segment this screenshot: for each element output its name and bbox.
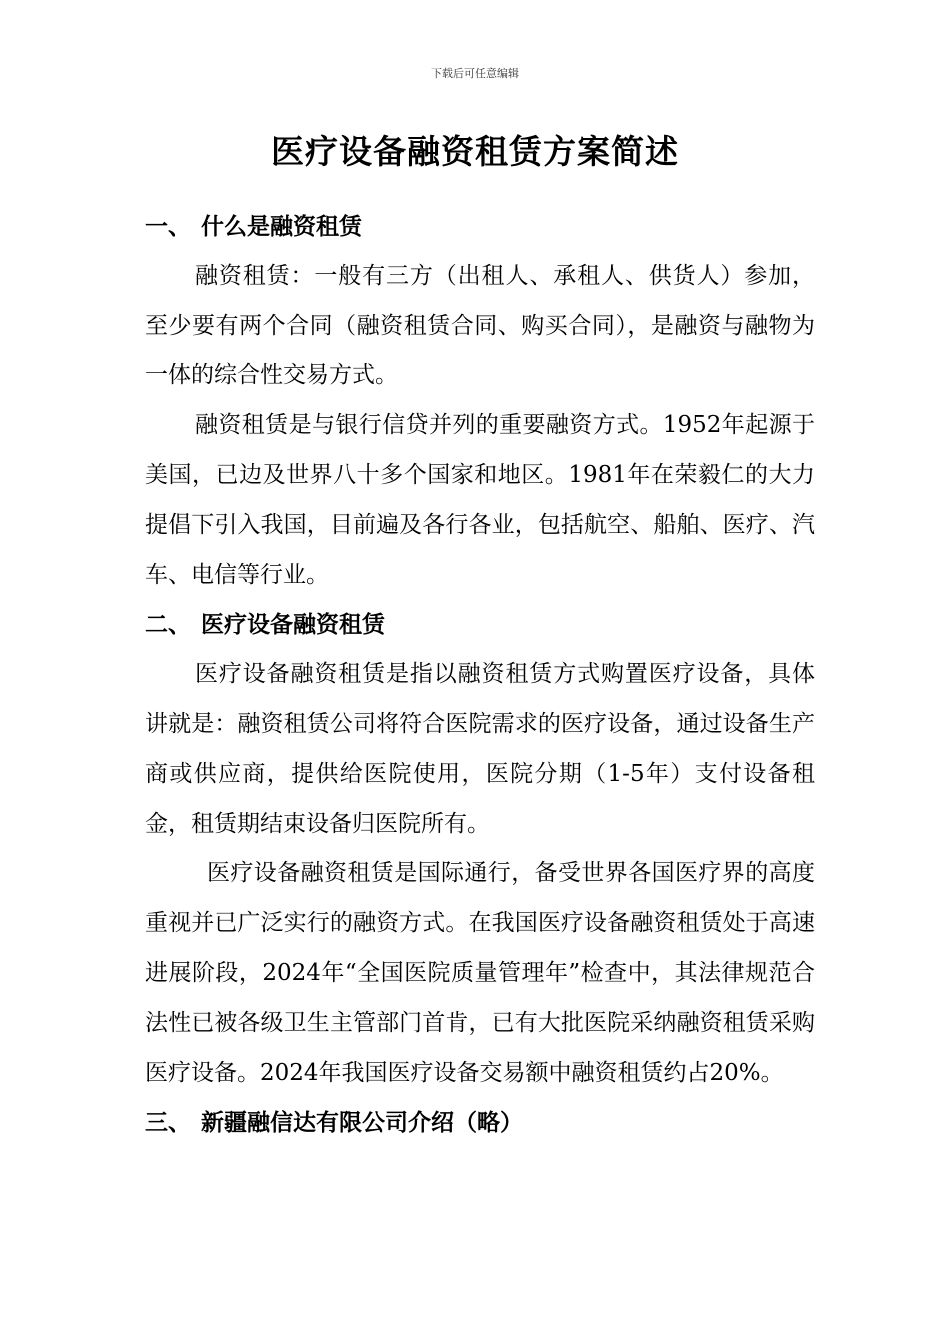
section-heading: [145, 1098, 815, 1148]
section-number: 三、: [145, 1109, 191, 1137]
section-what-is-financial-leasing: [145, 202, 815, 600]
document-body: [145, 202, 815, 1148]
section-medical-equipment-leasing: [145, 600, 815, 1098]
header-note: 下载后可任意编辑: [431, 67, 519, 80]
section-heading-text: 什么是融资租赁: [201, 213, 362, 240]
section-heading: [145, 600, 815, 650]
paragraph: 医疗设备融资租赁是指以融资租赁方式购置医疗设备，具体讲就是：融资租赁公司将符合医院需求的医疗设备，通过设备生产商或供应商，提供给医院使用，医院分期（1-5年）支付设备租金，租赁期结束设备归医院所有。: [145, 661, 815, 837]
paragraph: 融资租赁是与银行信贷并列的重要融资方式。1952年起源于美国，已边及世界八十多个国家和地区。1981年在荣毅仁的大力提倡下引入我国，目前遍及各行各业，包括航空、船舶、医疗、汽车、电信等行业。: [145, 412, 815, 588]
section-heading-text: 新疆融信达有限公司介绍（略）: [201, 1109, 523, 1137]
section-heading: [145, 202, 815, 252]
section-heading-text: 医疗设备融资租赁: [201, 611, 385, 639]
document-title: 医疗设备融资租赁方案简述: [271, 132, 679, 171]
paragraph: 融资租赁：一般有三方（出租人、承租人、供货人）参加，至少要有两个合同（融资租赁合同、购买合同），是融资与融物为一体的综合性交易方式。: [145, 262, 815, 389]
section-company-introduction: [145, 1098, 815, 1148]
section-number: 二、: [145, 611, 191, 639]
section-number: 一、: [145, 213, 191, 240]
paragraph: 医疗设备融资租赁是国际通行，备受世界各国医疗界的高度重视并已广泛实行的融资方式。在我国医疗设备融资租赁处于高速进展阶段，2024年“全国医院质量管理年”检查中，其法律规范合法性已被各级卫生主管部门首肯，已有大批医院采纳融资租赁采购医疗设备。2024年我国医疗设备交易额中融资租赁约占20%。: [145, 860, 815, 1086]
